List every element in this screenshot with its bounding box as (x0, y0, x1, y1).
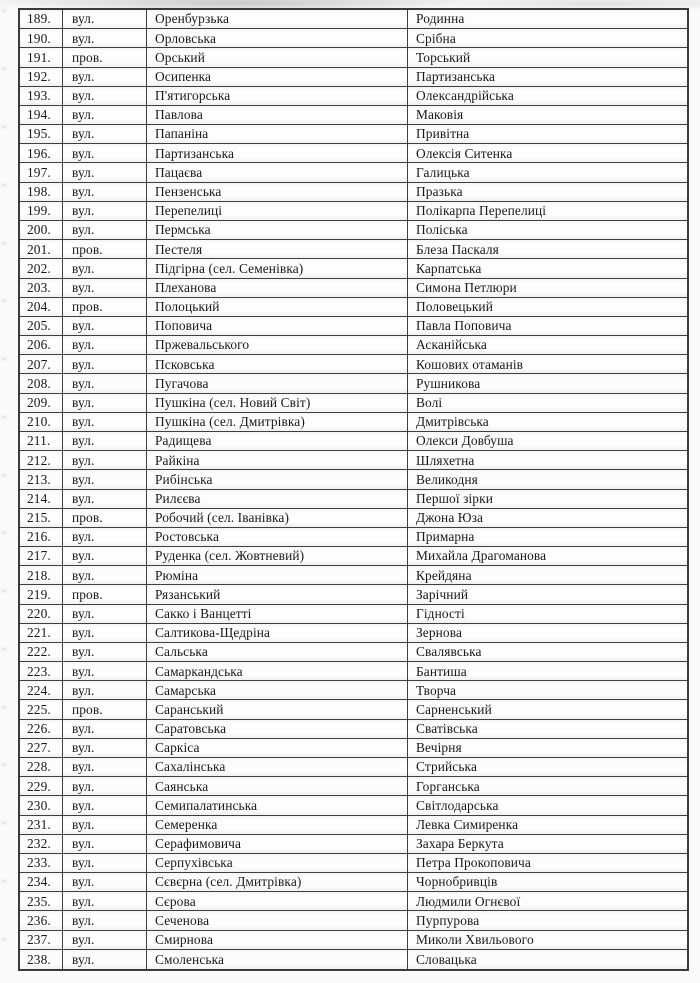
table-row (20, 758, 687, 777)
table-row (20, 911, 687, 930)
street-type-cell: вул. (63, 451, 147, 469)
new-name-cell: Маковія (416, 107, 464, 123)
new-name-cell: Гідності (416, 605, 465, 621)
table-row (20, 585, 687, 604)
row-number-cell: 219. (20, 585, 63, 603)
row-number-cell: 210. (20, 413, 63, 431)
street-type-cell: вул. (63, 470, 147, 488)
old-name-cell: Папаніна (147, 125, 408, 143)
old-name-cell: Серпухівська (147, 854, 408, 872)
old-name-cell: Семеренка (147, 816, 408, 834)
old-name-cell: Сальська (147, 643, 408, 661)
new-name-cell: Рушникова (416, 375, 481, 391)
new-name-cell: Світлодарська (416, 797, 499, 813)
street-type-cell: вул. (63, 758, 147, 776)
new-name-cell: Стрийська (416, 759, 477, 775)
table-row (20, 221, 687, 240)
new-name-cell: Творча (416, 682, 457, 698)
old-name-cell: Саянська (147, 777, 408, 795)
new-name-cell: Олександрійська (416, 88, 514, 104)
street-type-cell: вул. (63, 720, 147, 738)
street-type-cell: вул. (63, 777, 147, 795)
row-number-cell: 191. (20, 48, 63, 66)
row-number-cell: 206. (20, 336, 63, 354)
row-number-cell: 226. (20, 720, 63, 738)
street-rename-table (18, 8, 689, 971)
table-row (20, 739, 687, 758)
row-number-cell: 204. (20, 298, 63, 316)
street-type-cell: вул. (63, 566, 147, 584)
table-row (20, 509, 687, 528)
old-name-cell: Руденка (сел. Жовтневий) (147, 547, 408, 565)
table-row (20, 931, 687, 950)
table-row (20, 106, 687, 125)
new-name-cell: Торський (416, 49, 471, 65)
table-row (20, 394, 687, 413)
table-row (20, 374, 687, 393)
row-number-cell: 198. (20, 183, 63, 201)
new-name-cell: Джона Юза (416, 510, 484, 526)
table-row (20, 700, 687, 719)
new-name-cell: Чорнобривців (416, 874, 498, 890)
table-row (20, 336, 687, 355)
table-row (20, 777, 687, 796)
new-name-cell: Сарненський (416, 701, 492, 717)
new-name-cell: Павла Поповича (416, 318, 512, 334)
new-name-cell: Пурпурова (416, 912, 480, 928)
scan-edge-artifact (2, 10, 6, 968)
row-number-cell: 235. (20, 892, 63, 910)
row-number-cell: 225. (20, 700, 63, 718)
street-type-cell: вул. (63, 336, 147, 354)
street-type-cell: вул. (63, 873, 147, 891)
street-type-cell: вул. (63, 490, 147, 508)
street-type-cell: вул. (63, 547, 147, 565)
old-name-cell: Осипенка (147, 68, 408, 86)
old-name-cell: П'ятигорська (147, 87, 408, 105)
table-row (20, 259, 687, 278)
row-number-cell: 211. (20, 432, 63, 450)
row-number-cell: 215. (20, 509, 63, 527)
table-row (20, 87, 687, 106)
street-type-cell: вул. (63, 854, 147, 872)
row-number-cell: 200. (20, 221, 63, 239)
street-type-cell: пров. (63, 298, 147, 316)
old-name-cell: Смоленська (147, 950, 408, 969)
new-name-cell: Словацька (416, 951, 477, 967)
row-number-cell: 194. (20, 106, 63, 124)
street-type-cell: вул. (63, 796, 147, 814)
table-row (20, 470, 687, 489)
new-name-cell: Горганська (416, 778, 480, 794)
new-name-cell: Великодня (416, 471, 478, 487)
new-name-cell: Поліська (416, 222, 468, 238)
street-type-cell: вул. (63, 643, 147, 661)
row-number-cell: 218. (20, 566, 63, 584)
old-name-cell: Підгірна (сел. Семенівка) (147, 259, 408, 277)
old-name-cell: Самарська (147, 681, 408, 699)
old-name-cell: Псковська (147, 355, 408, 373)
street-type-cell: вул. (63, 202, 147, 220)
street-type-cell: вул. (63, 432, 147, 450)
row-number-cell: 213. (20, 470, 63, 488)
table-row (20, 643, 687, 662)
row-number-cell: 231. (20, 816, 63, 834)
old-name-cell: Перепелиці (147, 202, 408, 220)
old-name-cell: Сеченова (147, 911, 408, 929)
table-row (20, 125, 687, 144)
street-type-cell: пров. (63, 509, 147, 527)
old-name-cell: Робочий (сел. Іванівка) (147, 509, 408, 527)
new-name-cell: Першої зірки (416, 490, 493, 506)
street-type-cell: вул. (63, 528, 147, 546)
new-name-cell: Шляхетна (416, 452, 475, 468)
row-number-cell: 223. (20, 662, 63, 680)
old-name-cell: Орловська (147, 29, 408, 47)
new-name-cell: Кошових отаманів (416, 356, 524, 372)
new-name-cell: Левка Симиренка (416, 816, 519, 832)
new-name-cell: Симона Петлюри (416, 279, 517, 295)
table-row (20, 566, 687, 585)
street-type-cell: вул. (63, 68, 147, 86)
street-type-cell: вул. (63, 624, 147, 642)
old-name-cell: Серафимовича (147, 835, 408, 853)
table-row (20, 29, 687, 48)
street-type-cell: вул. (63, 279, 147, 297)
table-row (20, 681, 687, 700)
street-type-cell: вул. (63, 87, 147, 105)
row-number-cell: 229. (20, 777, 63, 795)
table-row (20, 547, 687, 566)
table-row (20, 605, 687, 624)
table-row (20, 10, 687, 29)
old-name-cell: Сакко і Ванцетті (147, 605, 408, 623)
table-row (20, 68, 687, 87)
row-number-cell: 224. (20, 681, 63, 699)
row-number-cell: 232. (20, 835, 63, 853)
street-type-cell: вул. (63, 10, 147, 28)
row-number-cell: 217. (20, 547, 63, 565)
street-type-cell: вул. (63, 106, 147, 124)
new-name-cell: Захара Беркута (416, 836, 504, 852)
street-type-cell: вул. (63, 739, 147, 757)
street-type-cell: вул. (63, 144, 147, 162)
new-name-cell: Крейдяна (416, 567, 472, 583)
table-row (20, 528, 687, 547)
row-number-cell: 202. (20, 259, 63, 277)
new-name-cell: Празька (416, 184, 463, 199)
row-number-cell: 212. (20, 451, 63, 469)
street-type-cell: вул. (63, 163, 147, 181)
row-number-cell: 197. (20, 163, 63, 181)
row-number-cell: 201. (20, 240, 63, 258)
street-type-cell: вул. (63, 259, 147, 277)
old-name-cell: Партизанська (147, 144, 408, 162)
new-name-cell: Вечірня (416, 740, 462, 756)
row-number-cell: 207. (20, 355, 63, 373)
old-name-cell: Райкіна (147, 451, 408, 469)
old-name-cell: Рязанський (147, 585, 408, 603)
table-row (20, 317, 687, 336)
row-number-cell: 195. (20, 125, 63, 143)
new-name-cell: Галицька (416, 164, 470, 180)
row-number-cell: 227. (20, 739, 63, 757)
new-name-cell: Родинна (416, 11, 465, 27)
row-number-cell: 189. (20, 10, 63, 28)
new-name-cell: Примарна (416, 529, 475, 545)
table-row (20, 720, 687, 739)
new-name-cell: Олексія Ситенка (416, 145, 513, 161)
table-row (20, 892, 687, 911)
old-name-cell: Пугачова (147, 374, 408, 392)
street-type-cell: пров. (63, 240, 147, 258)
table-row (20, 950, 687, 969)
row-number-cell: 237. (20, 931, 63, 949)
street-type-cell: вул. (63, 950, 147, 969)
new-name-cell: Партизанська (416, 68, 496, 84)
old-name-cell: Радищева (147, 432, 408, 450)
street-type-cell: вул. (63, 413, 147, 431)
street-type-cell: вул. (63, 183, 147, 201)
table-row (20, 240, 687, 259)
street-type-cell: пров. (63, 700, 147, 718)
old-name-cell: Полоцький (147, 298, 408, 316)
old-name-cell: Саратовська (147, 720, 408, 738)
new-name-cell: Карпатська (416, 260, 482, 276)
old-name-cell: Ростовська (147, 528, 408, 546)
table-row (20, 854, 687, 873)
table-row (20, 432, 687, 451)
street-type-cell: вул. (63, 835, 147, 853)
new-name-cell: Зарічний (416, 586, 469, 602)
old-name-cell: Плеханова (147, 279, 408, 297)
new-name-cell: Людмили Огнєвої (416, 893, 521, 909)
new-name-cell: Асканійська (416, 337, 487, 353)
table-row (20, 873, 687, 892)
street-type-cell: вул. (63, 221, 147, 239)
row-number-cell: 228. (20, 758, 63, 776)
old-name-cell: Салтикова-Щедріна (147, 624, 408, 642)
table-row (20, 48, 687, 67)
street-type-cell: пров. (63, 585, 147, 603)
row-number-cell: 209. (20, 394, 63, 412)
table-row (20, 279, 687, 298)
table-row (20, 835, 687, 854)
new-name-cell: Дмитрівська (416, 414, 489, 430)
new-name-cell: Привітна (416, 126, 470, 142)
street-type-cell: пров. (63, 48, 147, 66)
street-type-cell: вул. (63, 816, 147, 834)
new-name-cell: Срібна (416, 30, 456, 46)
old-name-cell: Пушкіна (сел. Дмитрівка) (147, 413, 408, 431)
old-name-cell: Пермська (147, 221, 408, 239)
old-name-cell: Пестеля (147, 240, 408, 258)
old-name-cell: Оренбурзька (147, 10, 408, 28)
street-type-cell: вул. (63, 125, 147, 143)
row-number-cell: 222. (20, 643, 63, 661)
row-number-cell: 193. (20, 87, 63, 105)
new-name-cell: Волі (416, 394, 443, 410)
row-number-cell: 234. (20, 873, 63, 891)
row-number-cell: 208. (20, 374, 63, 392)
new-name-cell: Сватівська (416, 721, 478, 737)
row-number-cell: 221. (20, 624, 63, 642)
old-name-cell: Семипалатинська (147, 796, 408, 814)
row-number-cell: 199. (20, 202, 63, 220)
table-row (20, 355, 687, 374)
old-name-cell: Рибінська (147, 470, 408, 488)
new-name-cell: Половецький (416, 299, 493, 315)
row-number-cell: 214. (20, 490, 63, 508)
row-number-cell: 196. (20, 144, 63, 162)
table-row (20, 624, 687, 643)
old-name-cell: Смирнова (147, 931, 408, 949)
row-number-cell: 220. (20, 605, 63, 623)
row-number-cell: 233. (20, 854, 63, 872)
street-type-cell: вул. (63, 931, 147, 949)
new-name-cell: Полікарпа Перепелиці (416, 203, 547, 219)
old-name-cell: Сахалінська (147, 758, 408, 776)
table-row (20, 451, 687, 470)
new-name-cell: Миколи Хвильового (416, 932, 534, 948)
street-type-cell: вул. (63, 317, 147, 335)
old-name-cell: Павлова (147, 106, 408, 124)
row-number-cell: 190. (20, 29, 63, 47)
row-number-cell: 236. (20, 911, 63, 929)
table-row (20, 490, 687, 509)
table-row (20, 183, 687, 202)
row-number-cell: 216. (20, 528, 63, 546)
street-type-cell: вул. (63, 662, 147, 680)
street-type-cell: вул. (63, 355, 147, 373)
old-name-cell: Саркіса (147, 739, 408, 757)
new-name-cell: Михайла Драгоманова (416, 548, 547, 564)
old-name-cell: Поповича (147, 317, 408, 335)
old-name-cell: Самаркандська (147, 662, 408, 680)
street-type-cell: вул. (63, 892, 147, 910)
row-number-cell: 192. (20, 68, 63, 86)
row-number-cell: 205. (20, 317, 63, 335)
old-name-cell: Пржевальського (147, 336, 408, 354)
old-name-cell: Сєвєрна (сел. Дмитрівка) (147, 873, 408, 891)
street-type-cell: вул. (63, 394, 147, 412)
old-name-cell: Пушкіна (сел. Новий Світ) (147, 394, 408, 412)
table-row (20, 298, 687, 317)
row-number-cell: 203. (20, 279, 63, 297)
new-name-cell: Свалявська (416, 644, 482, 660)
old-name-cell: Орський (147, 48, 408, 66)
old-name-cell: Пацаєва (147, 163, 408, 181)
table-row (20, 202, 687, 221)
old-name-cell: Саранський (147, 700, 408, 718)
table-row (20, 796, 687, 815)
table-row (20, 413, 687, 432)
row-number-cell: 230. (20, 796, 63, 814)
old-name-cell: Рилєєва (147, 490, 408, 508)
old-name-cell: Сєрова (147, 892, 408, 910)
new-name-cell: Бантиша (416, 663, 467, 679)
new-name-cell: Олекси Довбуша (416, 433, 514, 449)
table-row (20, 816, 687, 835)
row-number-cell: 238. (20, 950, 63, 969)
street-type-cell: вул. (63, 374, 147, 392)
old-name-cell: Рюміна (147, 566, 408, 584)
table-row (20, 144, 687, 163)
table-row (20, 163, 687, 182)
street-type-cell: вул. (63, 605, 147, 623)
street-type-cell: вул. (63, 681, 147, 699)
table-row (20, 662, 687, 681)
street-type-cell: вул. (63, 911, 147, 929)
new-name-cell: Блеза Паскаля (416, 241, 499, 257)
street-type-cell: вул. (63, 29, 147, 47)
old-name-cell: Пензенська (147, 183, 408, 201)
new-name-cell: Зернова (416, 625, 462, 641)
new-name-cell: Петра Прокоповича (416, 855, 531, 871)
